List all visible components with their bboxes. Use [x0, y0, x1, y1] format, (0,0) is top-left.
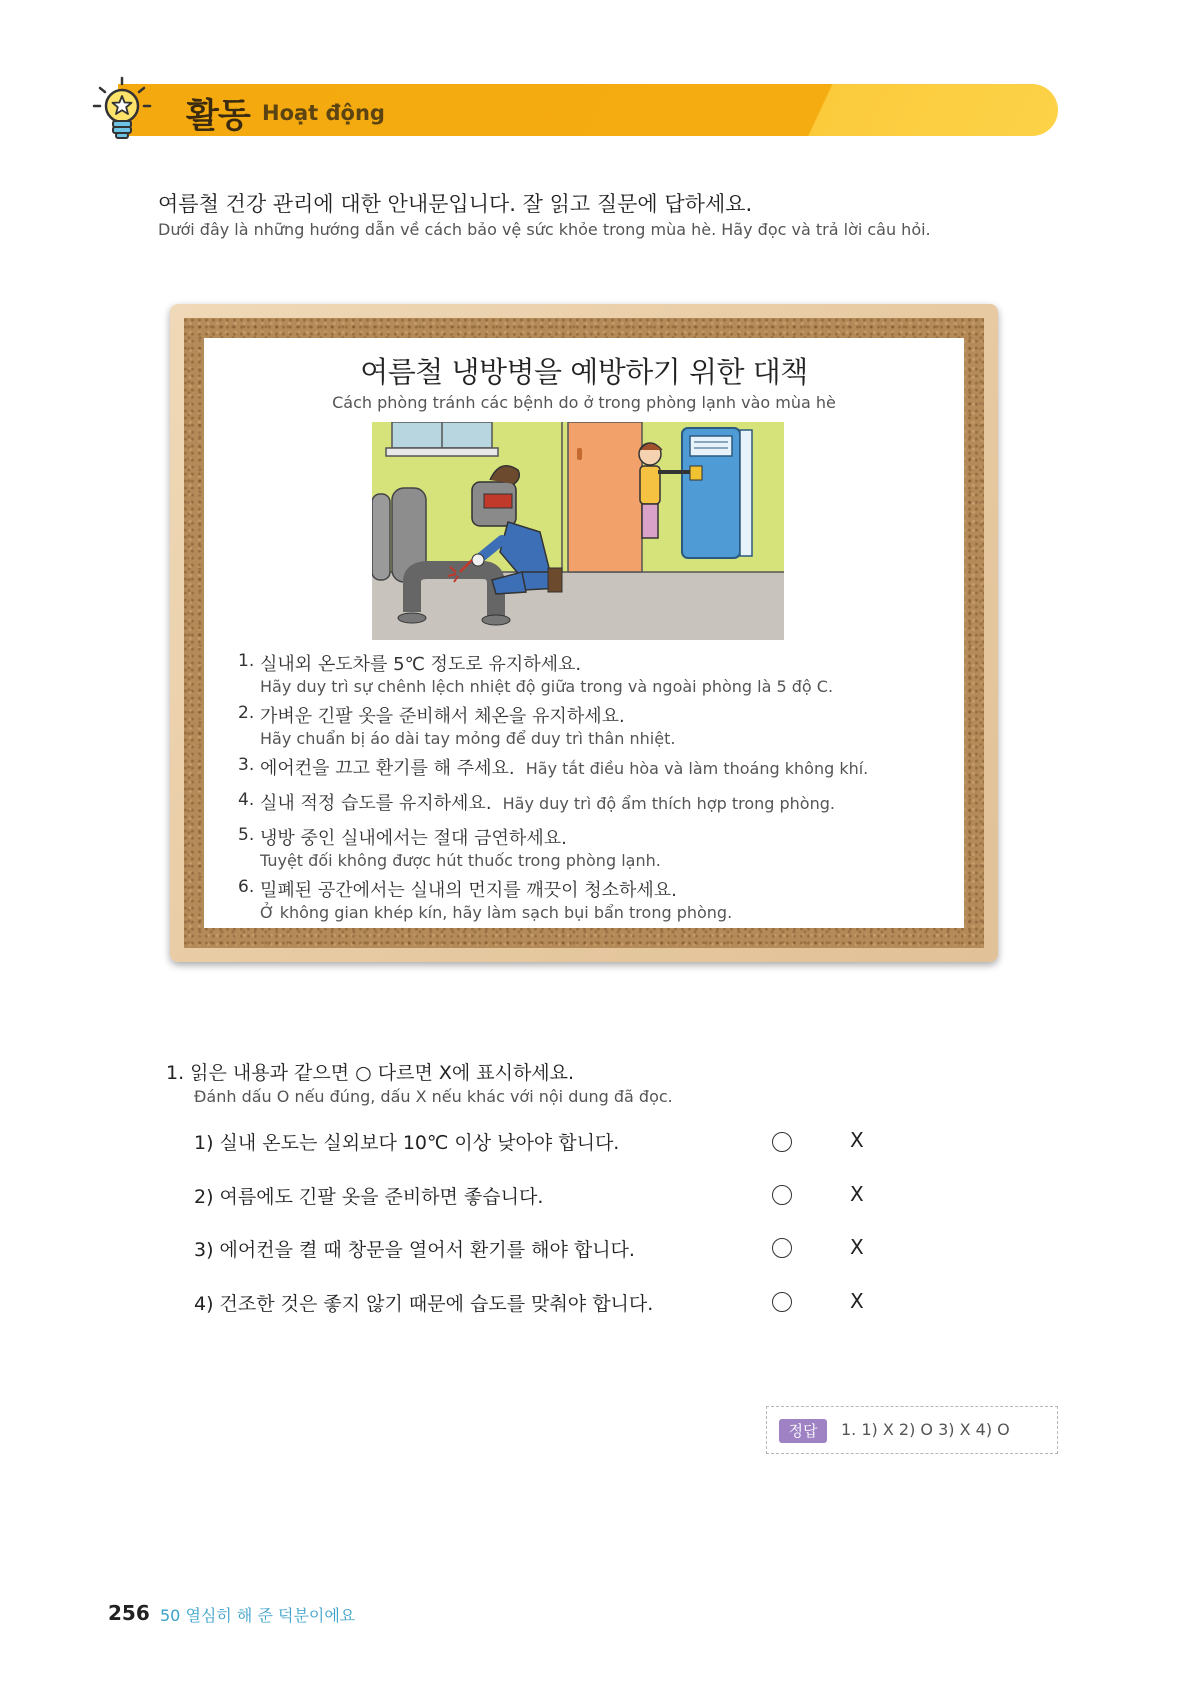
- list-item: [238, 702, 938, 748]
- notice-paper: [204, 338, 964, 928]
- list-item-korean: 밀폐된 공간에서는 실내의 먼지를 깨끗이 청소하세요.: [260, 880, 677, 901]
- x-mark-2[interactable]: X: [850, 1182, 864, 1206]
- sub-question-3: 3) 에어컨을 켤 때 창문을 열어서 환기를 해야 합니다.: [194, 1239, 635, 1261]
- list-item-number: 5.: [238, 825, 255, 845]
- list-item: [238, 876, 938, 922]
- activity-title-korean: 활동: [186, 96, 250, 136]
- list-item-vietnamese: Hãy chuẩn bị áo dài tay mỏng để duy trì thân nhiệt.: [260, 729, 676, 748]
- x-mark-3[interactable]: X: [850, 1235, 864, 1259]
- activity-title-vietnamese: Hoạt động: [262, 101, 385, 125]
- list-item: [238, 789, 938, 815]
- sub-question-2: 2) 여름에도 긴팔 옷을 준비하면 좋습니다.: [194, 1186, 544, 1208]
- list-item-number: 3.: [238, 755, 255, 775]
- welder-and-air-conditioner-illustration: [372, 422, 784, 640]
- list-item: [238, 650, 938, 696]
- list-item-number: 6.: [238, 877, 255, 897]
- header-banner: [118, 84, 1058, 136]
- list-item-vietnamese: Hãy tắt điều hòa và làm thoáng không khí.: [525, 759, 869, 778]
- sub-question-4: 4) 건조한 것은 좋지 않기 때문에 습도를 맞춰야 합니다.: [194, 1293, 654, 1315]
- answer-box: [766, 1406, 1058, 1454]
- lightbulb-star-icon: [92, 74, 152, 144]
- notice-subtitle: Cách phòng tránh các bệnh do ở trong phòng lạnh vào mùa hè: [332, 393, 836, 412]
- list-item-korean: 에어컨을 끄고 환기를 해 주세요.: [260, 758, 515, 779]
- list-item: [238, 754, 938, 780]
- chapter-title: 50 열심히 해 준 덕분이에요: [160, 1606, 356, 1625]
- list-item-vietnamese: Ở không gian khép kín, hãy làm sạch bụi bẩn trong phòng.: [260, 903, 733, 922]
- question-vietnamese: Đánh dấu O nếu đúng, dấu X nếu khác với nội dung đã đọc.: [194, 1087, 673, 1106]
- list-item-vietnamese: Hãy duy trì sự chênh lệch nhiệt độ giữa trong và ngoài phòng là 5 độ C.: [260, 677, 834, 696]
- instruction-korean: 여름철 건강 관리에 대한 안내문입니다. 잘 읽고 질문에 답하세요.: [158, 192, 753, 216]
- x-mark-1[interactable]: X: [850, 1128, 864, 1152]
- circle-mark-3[interactable]: [772, 1238, 792, 1258]
- answer-badge: 정답: [779, 1419, 827, 1443]
- notice-title: 여름철 냉방병을 예방하기 위한 대책: [360, 355, 808, 389]
- list-item-korean: 실내 적정 습도를 유지하세요.: [260, 793, 492, 814]
- list-item-vietnamese: Hãy duy trì độ ẩm thích hợp trong phòng.: [502, 794, 835, 813]
- list-item-vietnamese: Tuyệt đối không được hút thuốc trong phòng lạnh.: [260, 851, 661, 870]
- list-item-korean: 냉방 중인 실내에서는 절대 금연하세요.: [260, 828, 567, 849]
- answer-text: 1. 1) X 2) O 3) X 4) O: [841, 1420, 1010, 1439]
- list-item-number: 1.: [238, 651, 255, 671]
- instruction-vietnamese: Dưới đây là những hướng dẫn về cách bảo vệ sức khỏe trong mùa hè. Hãy đọc và trả lời câu hỏi.: [158, 220, 931, 239]
- list-item-korean: 실내외 온도차를 5℃ 정도로 유지하세요.: [260, 654, 582, 675]
- question-korean: 1. 읽은 내용과 같으면 ○ 다르면 X에 표시하세요.: [166, 1062, 575, 1084]
- circle-mark-4[interactable]: [772, 1292, 792, 1312]
- circle-mark-1[interactable]: [772, 1132, 792, 1152]
- list-item-korean: 가벼운 긴팔 옷을 준비해서 체온을 유지하세요.: [260, 706, 625, 727]
- list-item-number: 4.: [238, 790, 255, 810]
- page-number: 256: [108, 1601, 150, 1625]
- sub-question-1: 1) 실내 온도는 실외보다 10℃ 이상 낮아야 합니다.: [194, 1132, 620, 1154]
- circle-mark-2[interactable]: [772, 1185, 792, 1205]
- list-item: [238, 824, 938, 870]
- prevention-list: [238, 650, 938, 928]
- x-mark-4[interactable]: X: [850, 1289, 864, 1313]
- list-item-number: 2.: [238, 703, 255, 723]
